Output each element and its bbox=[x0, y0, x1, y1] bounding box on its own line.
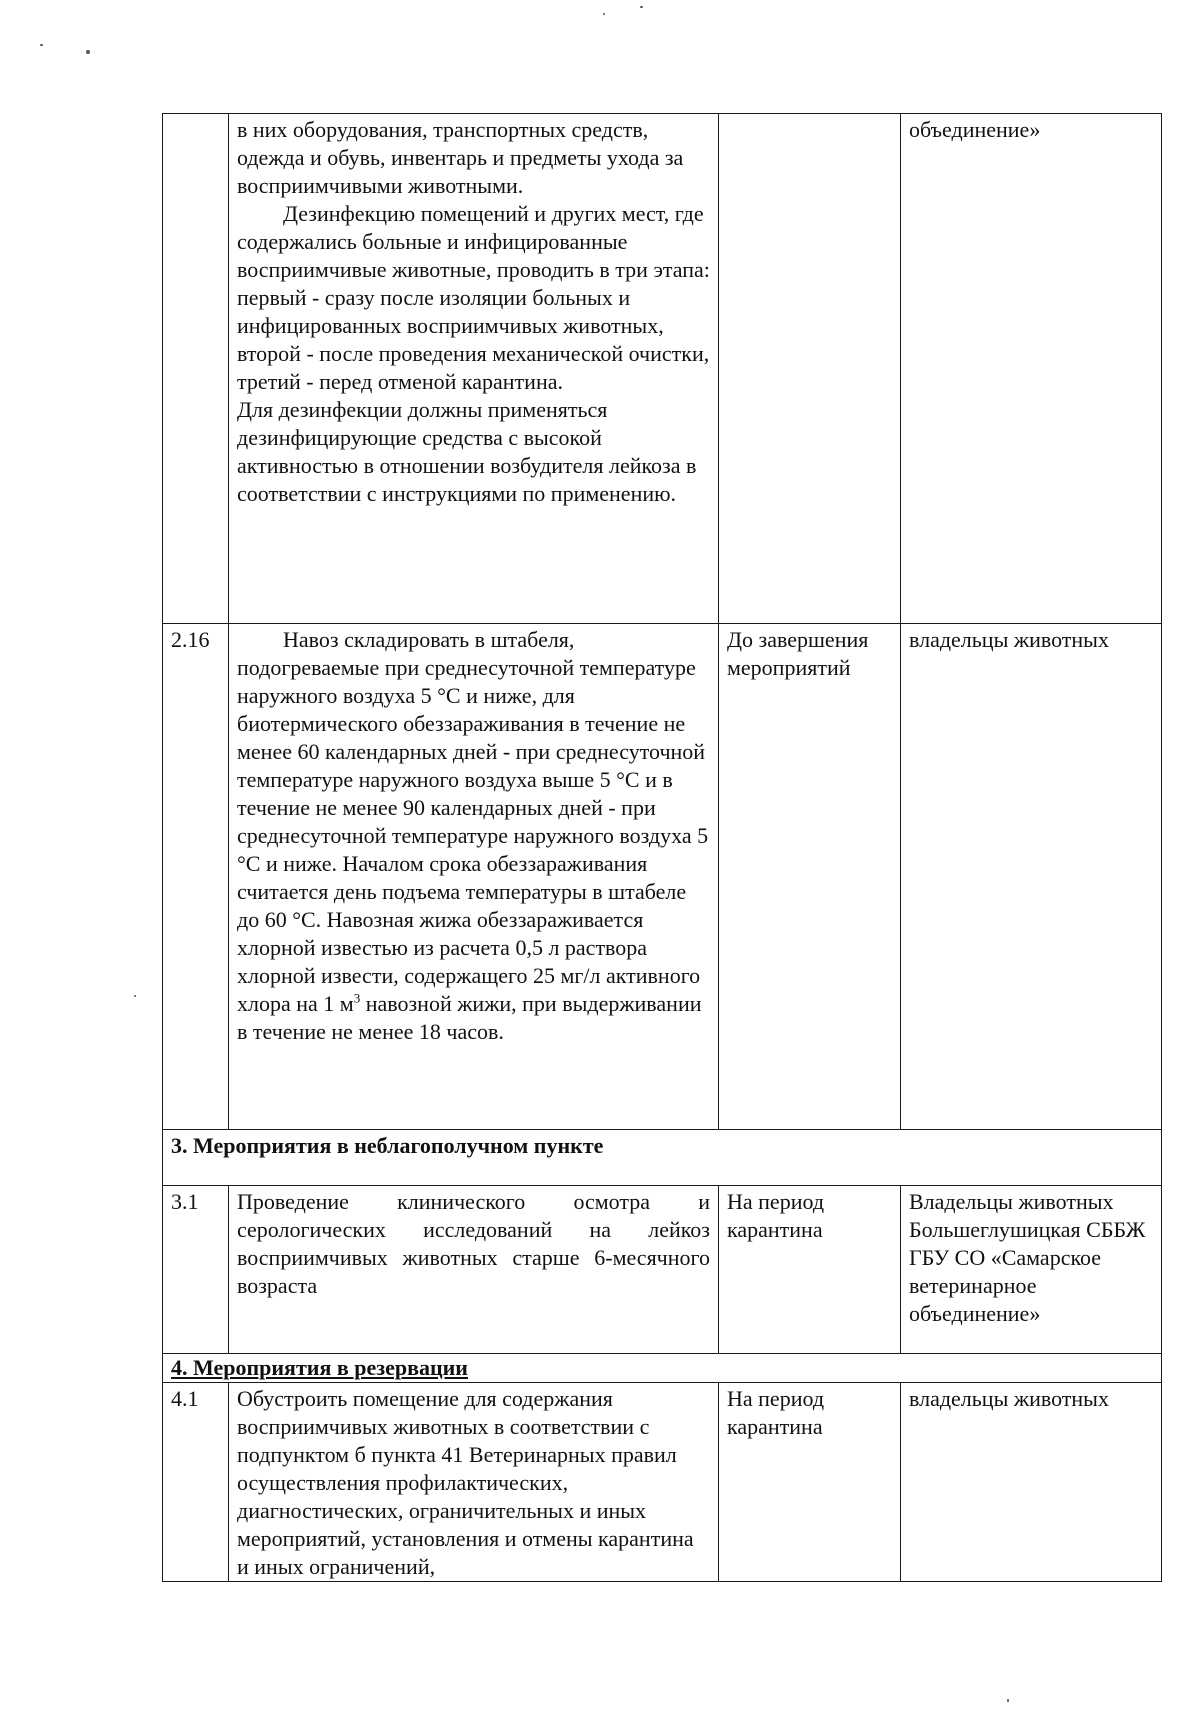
action-cell bbox=[229, 114, 719, 624]
action-paragraph bbox=[237, 626, 710, 1046]
scan-speck bbox=[603, 13, 605, 15]
action-paragraph: в них оборудования, транспортных средств, одежда и обувь, инвентарь и предметы ухода за восприимчивыми животными. bbox=[237, 117, 684, 198]
term-cell: На период карантина bbox=[719, 1186, 901, 1354]
responsible-cell: объединение» bbox=[901, 114, 1162, 624]
scan-speck bbox=[40, 44, 43, 46]
responsible-cell: владельцы животных bbox=[901, 624, 1162, 1130]
responsible-cell: владельцы животных bbox=[901, 1383, 1162, 1582]
term-cell: На период карантина bbox=[719, 1383, 901, 1582]
section-title: 4. Мероприятия в резервации bbox=[163, 1354, 1162, 1383]
table-row bbox=[163, 114, 1162, 624]
scan-speck bbox=[1007, 1699, 1009, 1702]
action-cell: Обустроить помещение для содержания восприимчивых животных в соответствии с подпунктом б пункта 41 Ветеринарных правил осуществления профилактических, диагностических, ограничительных и иных мероприятий, установления и отмены карантина и иных ограничений, bbox=[229, 1383, 719, 1582]
term-cell bbox=[719, 114, 901, 624]
action-cell: Проведение клинического осмотра и серологических исследований на лейкоз восприимчивых животных старше 6-месячного возраста bbox=[229, 1186, 719, 1354]
table-row bbox=[163, 1186, 1162, 1354]
superscript: 3 bbox=[353, 990, 361, 1006]
row-number bbox=[163, 114, 229, 624]
action-paragraph: Для дезинфекции должны применяться дезинфицирующие средства с высокой активностью в отношении возбудителя лейкоза в соответствии с инструкциями по применению. bbox=[237, 397, 697, 506]
table-row bbox=[163, 1383, 1162, 1582]
row-number: 4.1 bbox=[163, 1383, 229, 1582]
scan-speck bbox=[134, 995, 136, 997]
measures-table bbox=[162, 113, 1162, 1582]
term-cell: До завершения мероприятий bbox=[719, 624, 901, 1130]
row-number: 2.16 bbox=[163, 624, 229, 1130]
action-text: Навоз складировать в штабеля, подогреваемые при среднесуточной температуре наружного воздуха 5 °С и ниже, для биотермического обеззараживания в течение не менее 60 календарных дней - при среднесуточной температуре наружного воздуха выше 5 °С и в течение не менее 90 календарных дней - при среднесуточной температуре наружного воздуха 5 °С и ниже. Началом срока обеззараживания считается день подъема температуры в штабеле до 60 °С. Навозная жижа обеззараживается хлорной известью из расчета 0,5 л раствора хлорной извести, содержащего 25 мг/л активного хлора на 1 м bbox=[237, 627, 709, 1016]
section-title: 3. Мероприятия в неблагополучном пункте bbox=[163, 1130, 1162, 1186]
action-paragraph: Дезинфекцию помещений и других мест, где содержались больные и инфицированные восприимчивые животные, проводить в три этапа: первый - сразу после изоляции больных и инфицированных восприимчивых животных, второй - после проведения механической очистки, третий - перед отменой карантина. bbox=[237, 201, 710, 394]
action-text-tail: навозной жижи, при выдерживании в течение не менее 18 часов. bbox=[237, 991, 702, 1044]
action-cell bbox=[229, 624, 719, 1130]
scan-speck bbox=[86, 50, 90, 54]
row-number: 3.1 bbox=[163, 1186, 229, 1354]
section-row bbox=[163, 1354, 1162, 1383]
table-row bbox=[163, 624, 1162, 1130]
section-row bbox=[163, 1130, 1162, 1186]
responsible-cell: Владельцы животных Большеглушицкая СББЖ ГБУ СО «Самарское ветеринарное объединение» bbox=[901, 1186, 1162, 1354]
scan-speck bbox=[640, 6, 643, 8]
